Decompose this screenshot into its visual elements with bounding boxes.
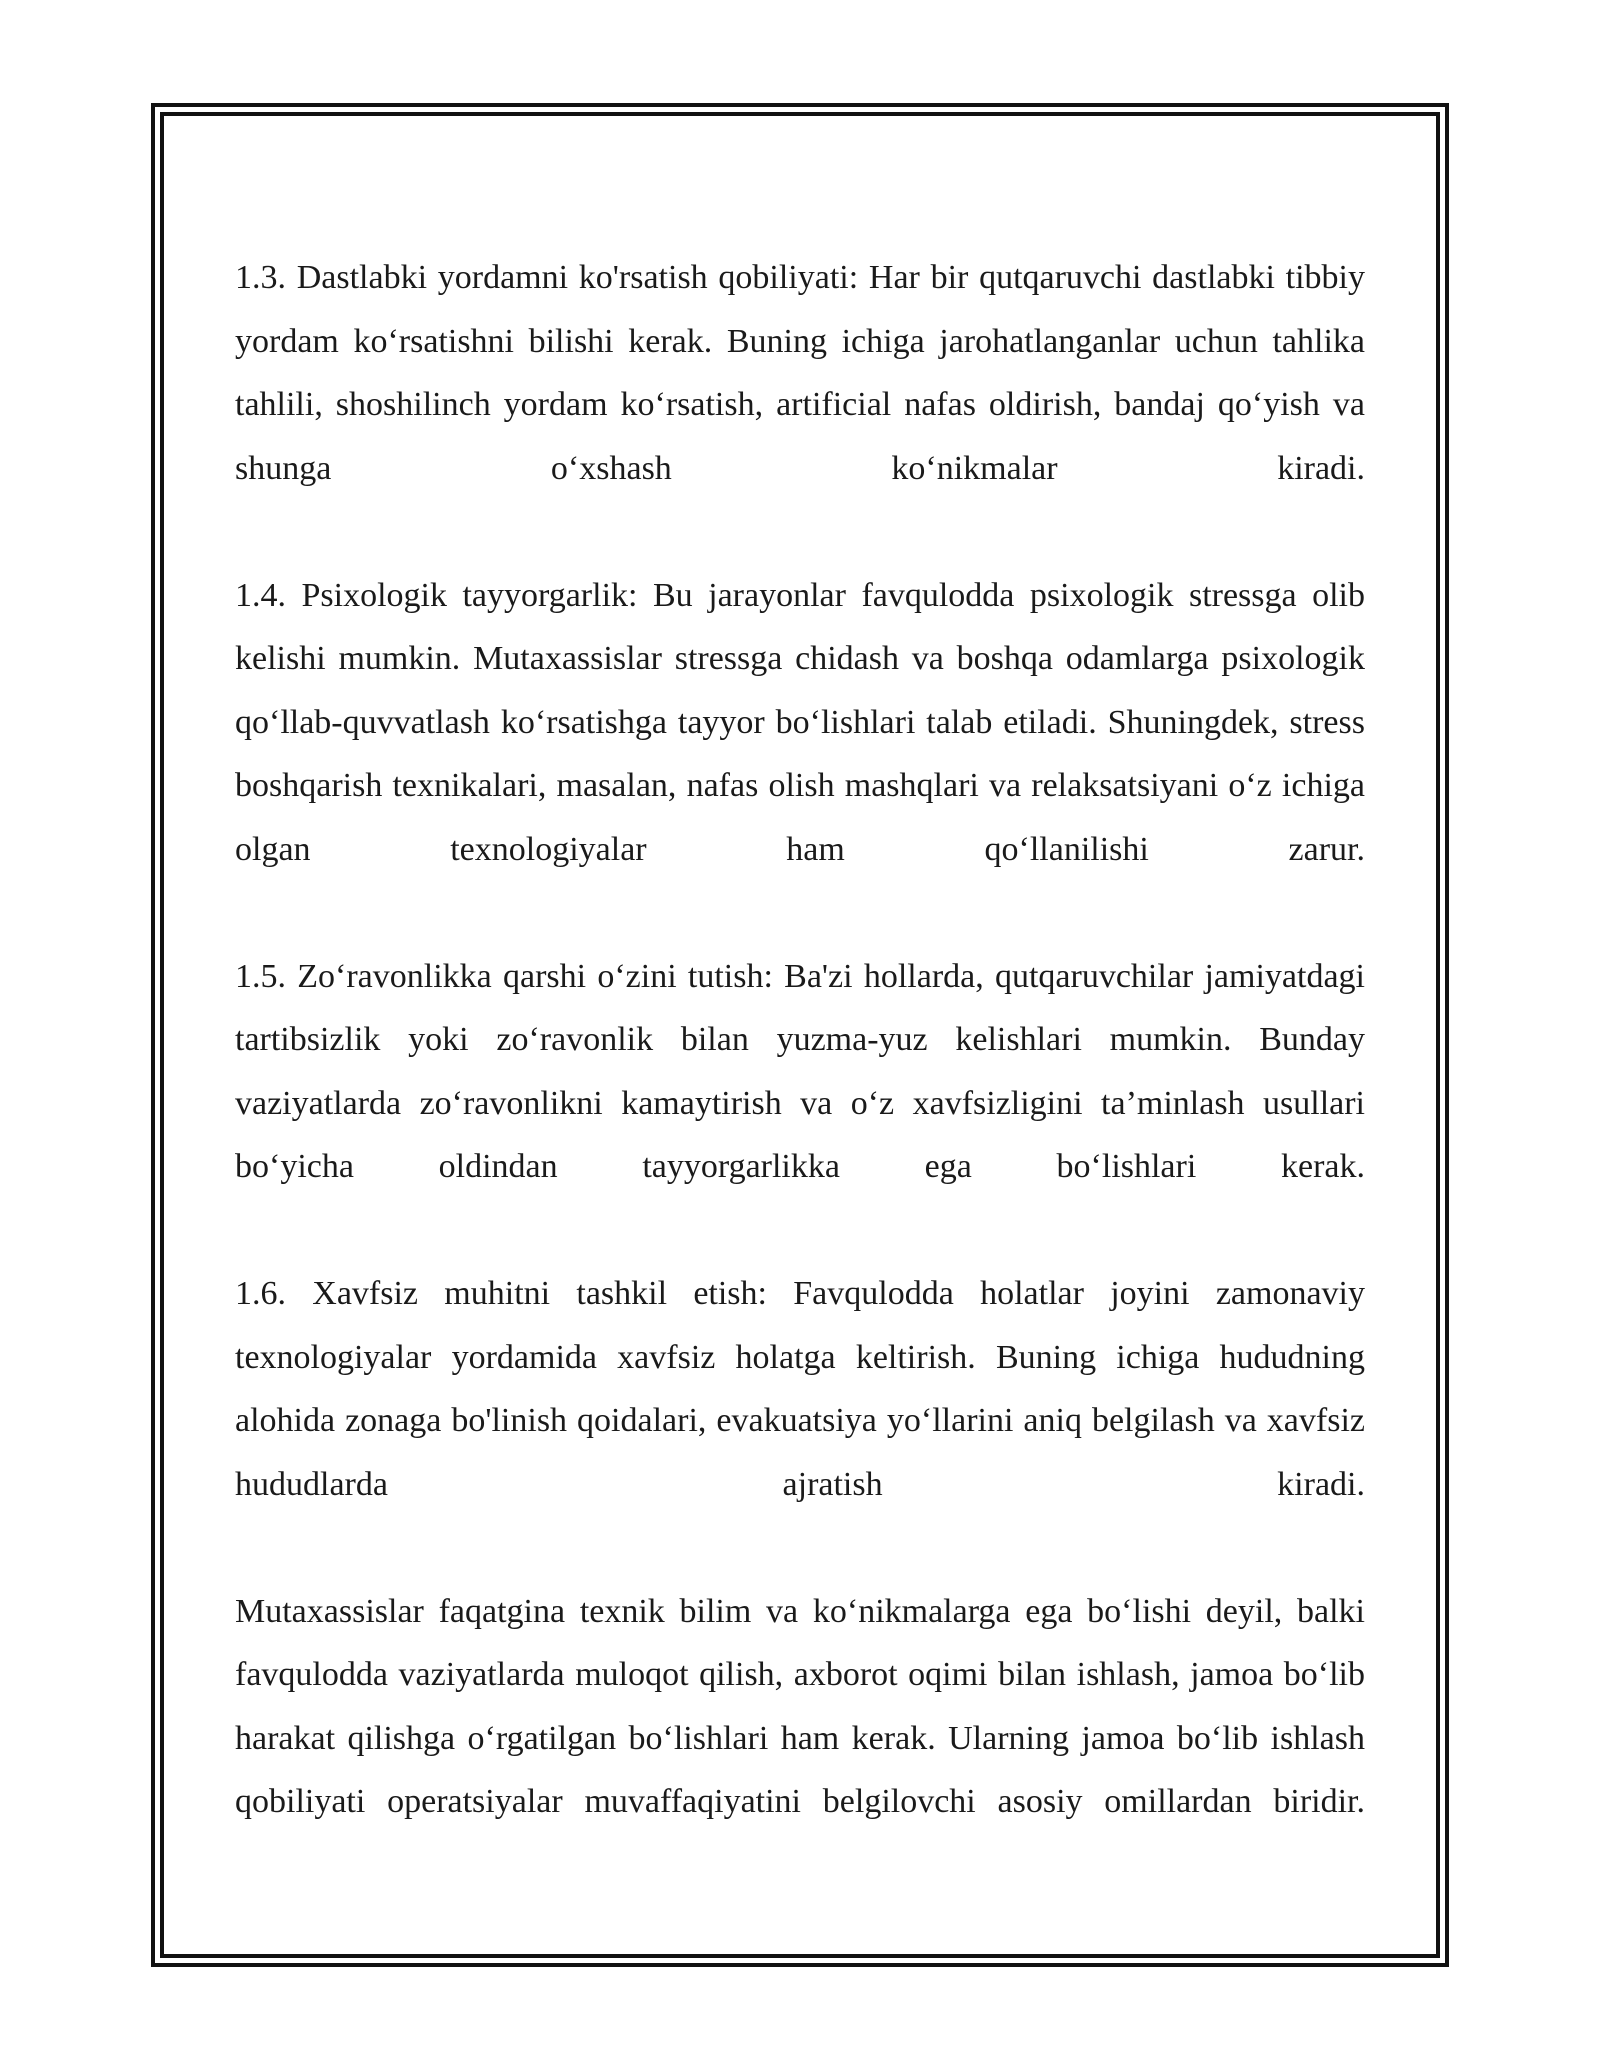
document-body — [235, 246, 1365, 1897]
paragraph-violence-response: 1.5. Zo‘ravonlikka qarshi o‘zini tutish: Ba'zi hollarda, qutqaruvchilar jamiyatdagi tartibsizlik yoki zo‘ravonlik bilan yuzma-yuz kelishlari mumkin. Bunday vaziyatlarda zo‘ravonlikni kamaytirish va o‘z xavfsizligini ta’minlash usullari bo‘yicha oldindan tayyorgarlikka ega bo‘lishlari kerak. — [235, 957, 1365, 1185]
paragraph-teamwork: Mutaxassislar faqatgina texnik bilim va ko‘nikmalarga ega bo‘lishi deyil, balki favqulodda vaziyatlarda muloqot qilish, axborot oqimi bilan ishlash, jamoa bo‘lib harakat qilishga o‘rgatilgan bo‘lishlari ham kerak. Ularning jamoa bo‘lib ishlash qobiliyati operatsiyalar muvaffaqiyatini belgilovchi asosiy omillardan biridir. — [235, 1592, 1365, 1820]
paragraph-safe-environment: 1.6. Xavfsiz muhitni tashkil etish: Favqulodda holatlar joyini zamonaviy texnologiyalar yordamida xavfsiz holatga keltirish. Buning ichiga hududning alohida zonaga bo'linish qoidalari, evakuatsiya yo‘llarini aniq belgilash va xavfsiz hududlarda ajratish kiradi. — [235, 1275, 1365, 1503]
paragraph-psychological-readiness: 1.4. Psixologik tayyorgarlik: Bu jarayonlar favqulodda psixologik stressga olib kelishi mumkin. Mutaxassislar stressga chidash va boshqa odamlarga psixologik qo‘llab-quvvatlash ko‘rsatishga tayyor bo‘lishlari talab etiladi. Shuningdek, stress boshqarish texnikalari, masalan, nafas olish mashqlari va relaksatsiyani o‘z ichiga olgan texnologiyalar ham qo‘llanilishi zarur. — [235, 576, 1365, 868]
paragraph-first-aid: 1.3. Dastlabki yordamni ko'rsatish qobiliyati: Har bir qutqaruvchi dastlabki tibbiy yordam ko‘rsatishni bilishi kerak. Buning ichiga jarohatlanganlar uchun tahlika tahlili, shoshilinch yordam ko‘rsatish, artificial nafas oldirish, bandaj qo‘yish va shunga o‘xshash ko‘nikmalar kiradi. — [235, 259, 1365, 487]
